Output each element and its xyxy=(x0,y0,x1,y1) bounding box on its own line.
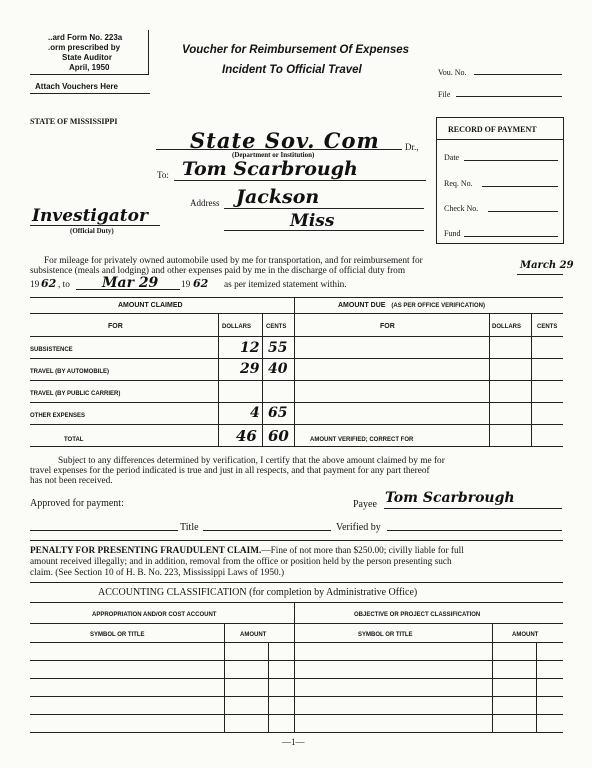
row-total-cents: 60 xyxy=(268,427,289,445)
penalty-bottom-rule xyxy=(30,582,563,583)
accounting-bottom-rule xyxy=(30,732,563,733)
state-label: STATE OF MISSISSIPPI xyxy=(30,117,118,126)
table-top-rule xyxy=(30,297,563,298)
payee-label: Payee xyxy=(353,499,377,510)
record-date-line xyxy=(464,160,558,161)
to-label: To: xyxy=(157,170,169,180)
penalty-line1 xyxy=(30,546,464,556)
certification-line3: has not been received. xyxy=(30,476,113,486)
amount-verified-note: AMOUNT VERIFIED; CORRECT FOR xyxy=(310,437,414,443)
row-travel-carrier-label: TRAVEL (BY PUBLIC CARRIER) xyxy=(30,391,121,397)
page-number: —1— xyxy=(282,737,305,747)
penalty-fine: —Fine of not more than $250.00; civilly liable for full xyxy=(261,546,464,556)
row-total-label: TOTAL xyxy=(64,437,84,443)
accounting-row-rule-4 xyxy=(30,714,563,715)
accounting-header-rule xyxy=(30,623,563,624)
row-other-dollars: 4 xyxy=(250,405,260,421)
accounting-rule xyxy=(30,602,563,603)
date-from-line xyxy=(517,274,563,275)
record-fund-label: Fund xyxy=(444,229,461,238)
due-dollars-header: DOLLARS xyxy=(492,324,521,330)
acct-divider-right-cents xyxy=(536,642,537,732)
title-label: Title xyxy=(180,522,199,533)
approval-line xyxy=(30,530,178,531)
amount-claimed-header: AMOUNT CLAIMED xyxy=(118,302,183,309)
right-symbol-header: SYMBOL OR TITLE xyxy=(358,632,413,638)
address-line-1 xyxy=(224,208,424,209)
row-travel-auto-dollars: 29 xyxy=(240,361,260,377)
official-duty-line xyxy=(30,225,160,226)
due-cents-header: CENTS xyxy=(537,324,558,330)
record-title-rule xyxy=(437,139,563,140)
accounting-colhead-rule xyxy=(30,642,563,643)
table-colhead-rule xyxy=(30,336,563,337)
mileage-paragraph-line2: subsistence (meals and lodging) and other expenses paid by me in the discharge of official duty from xyxy=(30,266,406,276)
row-other-label: OTHER EXPENSES xyxy=(30,413,86,419)
amount-due-note: (AS PER OFFICE VERIFICATION) xyxy=(391,303,485,309)
left-symbol-header: SYMBOL OR TITLE xyxy=(90,632,145,638)
table-bottom-rule xyxy=(30,446,563,447)
handwritten-department: State Sov. Com xyxy=(190,128,380,153)
row-rule-4 xyxy=(30,424,563,425)
accounting-title: ACCOUNTING CLASSIFICATION (for completion by Administrative Office) xyxy=(98,587,418,598)
verified-by-label: Verified by xyxy=(336,522,381,533)
attach-underline xyxy=(30,93,150,94)
record-title: RECORD OF PAYMENT xyxy=(448,125,537,134)
vou-no-line xyxy=(474,74,562,75)
accounting-row-rule-3 xyxy=(30,696,563,697)
right-amount-header: AMOUNT xyxy=(512,632,539,638)
acct-divider-main xyxy=(294,602,295,732)
itemized-text: as per itemized statement within. xyxy=(224,280,347,290)
record-req-label: Req. No. xyxy=(444,179,473,188)
title-line xyxy=(203,530,331,531)
handwritten-name: Tom Scarbrough xyxy=(182,158,358,180)
row-subsistence-label: SUBSISTENCE xyxy=(30,347,73,353)
file-label: File xyxy=(438,90,451,99)
verified-by-line xyxy=(387,530,562,531)
penalty-line3: claim. (See Section 10 of H. B. No. 223, Mississippi Laws of 1950.) xyxy=(30,568,285,578)
to-line xyxy=(174,180,426,181)
form-title: Voucher for Reimbursement Of Expenses xyxy=(182,44,410,56)
certification-line1: Subject to any differences determined by verification, I certify that the above amount claimed by me for xyxy=(58,456,445,466)
table-header-rule xyxy=(30,313,563,314)
approved-label: Approved for payment: xyxy=(30,498,124,509)
handwritten-date-to: Mar 29 xyxy=(102,275,159,291)
left-amount-header: AMOUNT xyxy=(240,632,267,638)
department-caption: (Department or Institution) xyxy=(232,151,315,159)
handwritten-address-state: Miss xyxy=(290,211,335,231)
record-check-line xyxy=(488,211,558,212)
dr-label: Dr., xyxy=(405,142,419,152)
attach-vouchers-note: Attach Vouchers Here xyxy=(35,82,118,91)
accounting-row-rule-1 xyxy=(30,660,563,661)
year-prefix-1: 19 xyxy=(30,280,40,290)
penalty-line2: amount received illegally; and in addition, removal from the office or position held by the person presenting such xyxy=(30,557,452,567)
accounting-row-rule-2 xyxy=(30,678,563,679)
row-rule-2 xyxy=(30,380,563,381)
row-other-cents: 65 xyxy=(268,405,288,421)
date-to-line xyxy=(76,289,180,290)
handwritten-year-1: 62 xyxy=(41,277,57,290)
address-line-2 xyxy=(224,230,424,231)
mileage-paragraph-line1: For mileage for privately owned automobile used by me for transportation, and for reimbursement for xyxy=(44,256,423,266)
form-prescribed: .orm prescribed by xyxy=(48,43,121,52)
form-number: ..ard Form No. 223a xyxy=(48,33,123,42)
row-rule-3 xyxy=(30,402,563,403)
payee-line xyxy=(384,508,562,509)
vou-no-label: Vou. No. xyxy=(438,68,467,77)
form-subtitle: Incident To Official Travel xyxy=(222,64,362,76)
objective-header: OBJECTIVE OR PROJECT CLASSIFICATION xyxy=(354,612,481,618)
amount-due-title: AMOUNT DUE xyxy=(338,302,386,309)
claimed-dollars-header: DOLLARS xyxy=(222,324,251,330)
handwritten-address-city: Jackson xyxy=(236,186,320,208)
row-rule-1 xyxy=(30,358,563,359)
acct-divider-left-cents xyxy=(268,642,269,732)
address-label: Address xyxy=(190,198,220,208)
penalty-heading: PENALTY FOR PRESENTING FRAUDULENT CLAIM. xyxy=(30,546,262,556)
record-check-label: Check No. xyxy=(444,204,479,213)
row-subsistence-dollars: 12 xyxy=(240,340,260,356)
claimed-for-header: FOR xyxy=(108,323,123,330)
form-date: April, 1950 xyxy=(69,63,110,72)
file-line xyxy=(456,96,562,97)
handwritten-date-from: March 29 xyxy=(520,260,574,271)
row-subsistence-cents: 55 xyxy=(268,340,288,356)
certification-line2: travel expenses for the period indicated is true and just in all respects, and that payment for any part thereof xyxy=(30,466,430,476)
payee-signature: Tom Scarbrough xyxy=(385,490,515,506)
row-total-dollars: 46 xyxy=(236,427,257,445)
to-text: , to xyxy=(58,280,70,290)
department-line xyxy=(156,149,402,150)
record-fund-line xyxy=(464,236,558,237)
form-state-auditor: State Auditor xyxy=(62,53,112,62)
appropriation-header: APPROPRIATION AND/OR COST ACCOUNT xyxy=(92,612,217,618)
official-duty-caption: (Official Duty) xyxy=(70,227,114,235)
row-travel-auto-label: TRAVEL (BY AUTOMOBILE) xyxy=(30,369,110,375)
claimed-cents-header: CENTS xyxy=(266,324,287,330)
amount-due-header xyxy=(338,302,485,309)
penalty-top-rule xyxy=(30,540,563,541)
row-travel-auto-cents: 40 xyxy=(268,361,288,377)
due-for-header: FOR xyxy=(380,323,395,330)
year-prefix-2: 19 xyxy=(181,280,191,290)
handwritten-year-2: 62 xyxy=(193,277,209,290)
record-req-line xyxy=(482,186,558,187)
record-date-label: Date xyxy=(444,153,460,162)
handwritten-official-duty: Investigator xyxy=(32,206,148,226)
